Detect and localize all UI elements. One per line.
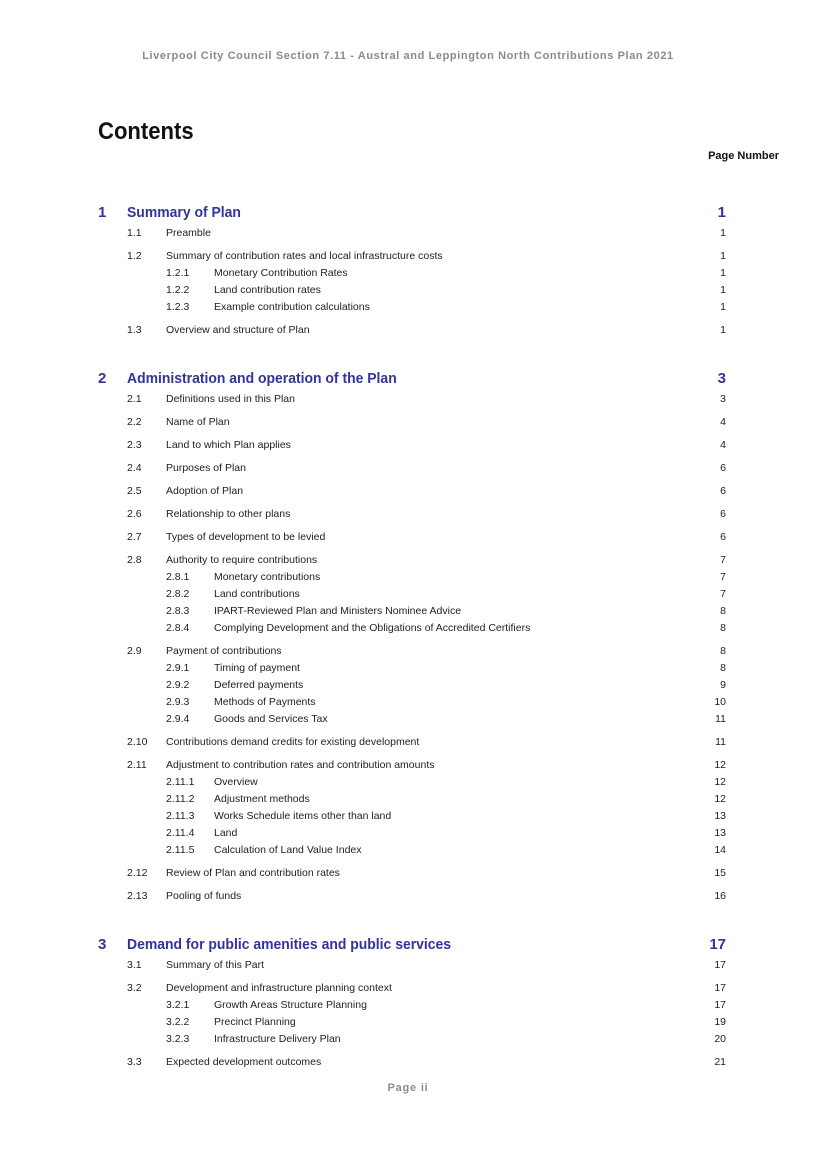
- subentry-number: 1.2.2: [166, 284, 190, 296]
- toc-entry-group: [0, 507, 816, 524]
- subentry-number: 2.11.1: [166, 776, 195, 788]
- toc-subentry[interactable]: [0, 661, 816, 678]
- entry-number: 2.3: [127, 439, 142, 451]
- entry-page: 7: [720, 554, 726, 566]
- subentry-title: Infrastructure Delivery Plan: [214, 1033, 341, 1045]
- subentry-page: 14: [714, 844, 726, 856]
- toc-entry[interactable]: [0, 530, 816, 547]
- entry-title: Relationship to other plans: [166, 508, 291, 520]
- toc-entry-group: [0, 461, 816, 478]
- subentry-title: Goods and Services Tax: [214, 713, 328, 725]
- entry-number: 2.13: [127, 890, 148, 902]
- entry-number: 3.3: [127, 1056, 142, 1068]
- section-page: 3: [717, 370, 726, 387]
- entry-title: Definitions used in this Plan: [166, 393, 295, 405]
- entry-page: 1: [720, 227, 726, 239]
- entry-page: 6: [720, 508, 726, 520]
- entry-title: Overview and structure of Plan: [166, 324, 310, 336]
- entry-number: 2.11: [127, 759, 147, 771]
- subentry-number: 2.11.4: [166, 827, 195, 839]
- entry-page: 17: [714, 982, 726, 994]
- toc-subentry[interactable]: [0, 283, 816, 300]
- subentry-page: 9: [720, 679, 726, 691]
- subentry-title: Methods of Payments: [214, 696, 316, 708]
- section-page: 1: [717, 204, 726, 221]
- subentry-title: Calculation of Land Value Index: [214, 844, 362, 856]
- entry-number: 2.2: [127, 416, 142, 428]
- entry-title: Development and infrastructure planning context: [166, 982, 392, 994]
- entry-number: 2.10: [127, 736, 148, 748]
- toc-section-heading[interactable]: [0, 196, 816, 220]
- toc-entry-group: [0, 415, 816, 432]
- entry-number: 2.9: [127, 645, 142, 657]
- subentry-title: Deferred payments: [214, 679, 304, 691]
- subentry-number: 2.11.5: [166, 844, 195, 856]
- entry-number: 2.6: [127, 508, 142, 520]
- page-title: Contents: [98, 118, 194, 145]
- entry-number: 1.3: [127, 324, 142, 336]
- subentry-number: 2.11.2: [166, 793, 195, 805]
- entry-page: 15: [714, 867, 726, 879]
- subentry-number: 2.8.4: [166, 622, 190, 634]
- subentry-page: 8: [720, 622, 726, 634]
- entry-title: Land to which Plan applies: [166, 439, 291, 451]
- subentry-page: 12: [714, 776, 726, 788]
- toc-subentry[interactable]: [0, 1032, 816, 1049]
- entry-page: 8: [720, 645, 726, 657]
- toc-subentry[interactable]: [0, 678, 816, 695]
- entry-number: 3.1: [127, 959, 142, 971]
- toc-entry[interactable]: [0, 866, 816, 883]
- section-number: 2: [98, 370, 107, 387]
- toc-entry-group: [0, 392, 816, 409]
- toc-entry[interactable]: [0, 735, 816, 752]
- entry-number: 2.8: [127, 554, 142, 566]
- entry-number: 2.4: [127, 462, 142, 474]
- toc-entry-group: [0, 249, 816, 317]
- subentry-page: 8: [720, 662, 726, 674]
- toc-entry[interactable]: [0, 323, 816, 340]
- subentry-title: Timing of payment: [214, 662, 300, 674]
- toc-entry[interactable]: [0, 644, 816, 661]
- entry-title: Contributions demand credits for existing development: [166, 736, 420, 748]
- entry-page: 1: [720, 324, 726, 336]
- entry-page: 17: [714, 959, 726, 971]
- section-title: Demand for public amenities and public services: [127, 936, 452, 953]
- toc-subentry[interactable]: [0, 809, 816, 826]
- subentry-page: 1: [720, 301, 726, 313]
- subentry-number: 2.8.3: [166, 605, 190, 617]
- subentry-number: 1.2.1: [166, 267, 190, 279]
- toc-subentry[interactable]: [0, 1015, 816, 1032]
- toc-subentry[interactable]: [0, 695, 816, 712]
- section-title: Administration and operation of the Plan: [127, 370, 397, 387]
- toc-section-heading[interactable]: [0, 362, 816, 386]
- page-number-label: Page Number: [708, 150, 779, 162]
- toc-entry-group: [0, 889, 816, 906]
- toc-subentry[interactable]: [0, 843, 816, 860]
- subentry-page: 11: [715, 713, 726, 725]
- subentry-title: Adjustment methods: [214, 793, 310, 805]
- subentry-title: IPART-Reviewed Plan and Ministers Nominee Advice: [214, 605, 462, 617]
- toc-entry-group: [0, 484, 816, 501]
- subentry-number: 2.8.1: [166, 571, 190, 583]
- toc-entry-group: [0, 530, 816, 547]
- toc-subentry[interactable]: [0, 826, 816, 843]
- entry-title: Summary of contribution rates and local infrastructure costs: [166, 250, 443, 262]
- entry-number: 2.7: [127, 531, 142, 543]
- toc-entry-group: [0, 735, 816, 752]
- entry-number: 2.12: [127, 867, 148, 879]
- section-number: 1: [98, 204, 107, 221]
- section-page: 17: [709, 936, 726, 953]
- toc-entry-group: [0, 226, 816, 243]
- entry-page: 6: [720, 531, 726, 543]
- toc-entry-group: [0, 981, 816, 1049]
- entry-title: Preamble: [166, 227, 211, 239]
- subentry-title: Land contributions: [214, 588, 300, 600]
- entry-page: 21: [714, 1056, 726, 1068]
- subentry-title: Land: [214, 827, 238, 839]
- subentry-title: Growth Areas Structure Planning: [214, 999, 367, 1011]
- toc-section: [0, 928, 816, 1072]
- toc-subentry[interactable]: [0, 570, 816, 587]
- entry-page: 6: [720, 462, 726, 474]
- toc-entry[interactable]: [0, 226, 816, 243]
- subentry-number: 3.2.1: [166, 999, 190, 1011]
- subentry-title: Monetary Contribution Rates: [214, 267, 348, 279]
- toc-entry-group: [0, 1055, 816, 1072]
- entry-number: 3.2: [127, 982, 142, 994]
- entry-title: Name of Plan: [166, 416, 230, 428]
- entry-page: 12: [714, 759, 726, 771]
- toc-entry-group: [0, 438, 816, 455]
- toc-entry[interactable]: [0, 981, 816, 998]
- toc-entry[interactable]: [0, 553, 816, 570]
- subentry-number: 2.9.4: [166, 713, 190, 725]
- subentry-page: 13: [714, 810, 726, 822]
- subentry-page: 12: [714, 793, 726, 805]
- subentry-title: Works Schedule items other than land: [214, 810, 392, 822]
- toc-entry[interactable]: [0, 958, 816, 975]
- entry-page: 1: [720, 250, 726, 262]
- toc-subentry[interactable]: [0, 266, 816, 283]
- entry-title: Purposes of Plan: [166, 462, 246, 474]
- subentry-title: Overview: [214, 776, 258, 788]
- entry-page: 16: [714, 890, 726, 902]
- toc-entry[interactable]: [0, 758, 816, 775]
- subentry-page: 1: [720, 267, 726, 279]
- page-footer: Page ii: [387, 1082, 429, 1094]
- subentry-page: 17: [714, 999, 726, 1011]
- subentry-number: 2.9.3: [166, 696, 190, 708]
- subentry-page: 7: [720, 588, 726, 600]
- toc-subentry[interactable]: [0, 587, 816, 604]
- toc-entry-group: [0, 866, 816, 883]
- entry-page: 3: [720, 393, 726, 405]
- toc-subentry[interactable]: [0, 621, 816, 638]
- toc-subentry[interactable]: [0, 792, 816, 809]
- subentry-title: Monetary contributions: [214, 571, 321, 583]
- subentry-page: 20: [714, 1033, 726, 1045]
- toc-subentry[interactable]: [0, 712, 816, 729]
- subentry-page: 7: [720, 571, 726, 583]
- toc-entry-group: [0, 958, 816, 975]
- toc-subentry[interactable]: [0, 604, 816, 621]
- entry-title: Adjustment to contribution rates and contribution amounts: [166, 759, 435, 771]
- toc-entry-group: [0, 758, 816, 860]
- subentry-title: Complying Development and the Obligations of Accredited Certifiers: [214, 622, 531, 634]
- entry-number: 2.5: [127, 485, 142, 497]
- entry-title: Pooling of funds: [166, 890, 242, 902]
- toc-entry-group: [0, 553, 816, 638]
- toc-section: [0, 196, 816, 340]
- entry-page: 6: [720, 485, 726, 497]
- toc-entry[interactable]: [0, 438, 816, 455]
- entry-title: Types of development to be levied: [166, 531, 326, 543]
- toc-entry[interactable]: [0, 461, 816, 478]
- toc-entry[interactable]: [0, 507, 816, 524]
- toc-entry-group: [0, 323, 816, 340]
- subentry-title: Example contribution calculations: [214, 301, 370, 313]
- toc-subentry[interactable]: [0, 775, 816, 792]
- subentry-number: 2.8.2: [166, 588, 190, 600]
- subentry-title: Precinct Planning: [214, 1016, 296, 1028]
- toc-entry[interactable]: [0, 392, 816, 409]
- entry-page: 4: [720, 439, 726, 451]
- entry-title: Authority to require contributions: [166, 554, 318, 566]
- entry-title: Adoption of Plan: [166, 485, 244, 497]
- entry-title: Summary of this Part: [166, 959, 265, 971]
- section-number: 3: [98, 936, 107, 953]
- subentry-page: 10: [714, 696, 726, 708]
- subentry-title: Land contribution rates: [214, 284, 321, 296]
- toc-subentry[interactable]: [0, 300, 816, 317]
- subentry-page: 13: [714, 827, 726, 839]
- entry-page: 11: [715, 736, 726, 748]
- toc-entry[interactable]: [0, 1055, 816, 1072]
- subentry-page: 19: [714, 1016, 726, 1028]
- table-of-contents: [0, 196, 816, 1094]
- toc-subentry[interactable]: [0, 998, 816, 1015]
- subentry-number: 1.2.3: [166, 301, 190, 313]
- entry-title: Expected development outcomes: [166, 1056, 322, 1068]
- subentry-number: 2.11.3: [166, 810, 195, 822]
- toc-entry[interactable]: [0, 484, 816, 501]
- subentry-number: 2.9.2: [166, 679, 190, 691]
- entry-page: 4: [720, 416, 726, 428]
- toc-entry-group: [0, 644, 816, 729]
- subentry-page: 1: [720, 284, 726, 296]
- subentry-page: 8: [720, 605, 726, 617]
- subentry-number: 3.2.3: [166, 1033, 190, 1045]
- entry-number: 2.1: [127, 393, 142, 405]
- entry-title: Review of Plan and contribution rates: [166, 867, 340, 879]
- subentry-number: 3.2.2: [166, 1016, 190, 1028]
- subentry-number: 2.9.1: [166, 662, 190, 674]
- section-title: Summary of Plan: [127, 204, 241, 221]
- page-header: Liverpool City Council Section 7.11 - Austral and Leppington North Contributions Plan 2021: [142, 50, 674, 62]
- toc-section: [0, 362, 816, 906]
- toc-entry[interactable]: [0, 249, 816, 266]
- entry-number: 1.1: [127, 227, 142, 239]
- toc-entry[interactable]: [0, 889, 816, 906]
- toc-entry[interactable]: [0, 415, 816, 432]
- entry-number: 1.2: [127, 250, 142, 262]
- toc-section-heading[interactable]: [0, 928, 816, 952]
- entry-title: Payment of contributions: [166, 645, 282, 657]
